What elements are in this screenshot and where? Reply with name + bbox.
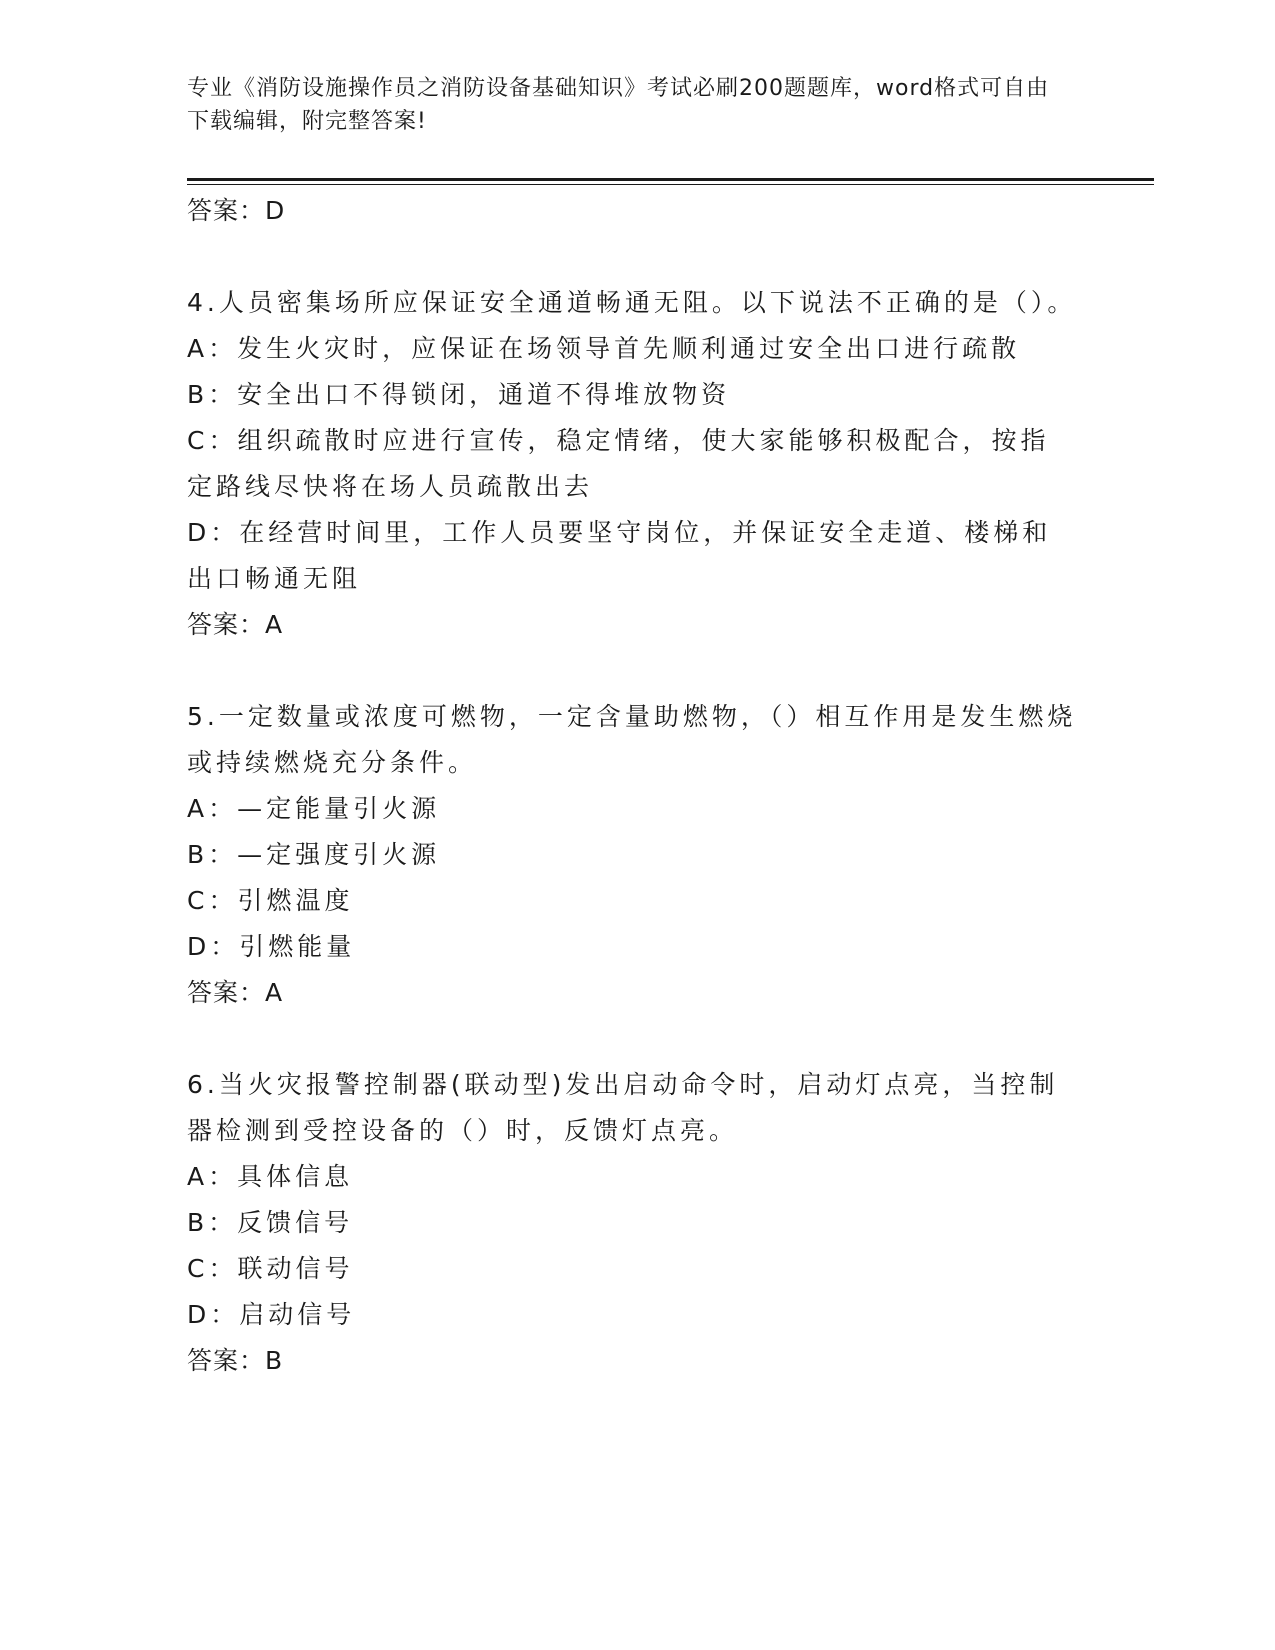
option-a: A：—定能量引火源 xyxy=(187,794,441,823)
option-d: D：引燃能量 xyxy=(187,932,356,961)
question-4 xyxy=(187,280,1077,648)
document-header: 专业《消防设施操作员之消防设备基础知识》考试必刷200题题库，word格式可自由下载编辑，附完整答案! xyxy=(187,76,1050,134)
option-d: D：启动信号 xyxy=(187,1300,356,1329)
option-c: C：引燃温度 xyxy=(187,886,354,915)
answer: 答案：A xyxy=(187,610,284,639)
option-b: B：安全出口不得锁闭，通道不得堆放物资 xyxy=(187,380,731,409)
previous-answer: 答案：D xyxy=(187,196,286,225)
question-list xyxy=(187,188,1077,1384)
answer: 答案：B xyxy=(187,1346,284,1375)
option-c: C：联动信号 xyxy=(187,1254,354,1283)
question-text: 6.当火灾报警控制器(联动型)发出启动命令时，启动灯点亮，当控制器检测到受控设备的（）时，反馈灯点亮。 xyxy=(187,1070,1059,1145)
header-rule-thin xyxy=(187,184,1154,185)
question-text: 4.人员密集场所应保证安全通道畅通无阻。以下说法不正确的是（）。 xyxy=(187,288,1077,317)
option-b: B：—定强度引火源 xyxy=(187,840,441,869)
question-5 xyxy=(187,694,1077,1016)
option-a: A：具体信息 xyxy=(187,1162,354,1191)
question-6 xyxy=(187,1062,1077,1384)
option-a: A：发生火灾时，应保证在场领导首先顺利通过安全出口进行疏散 xyxy=(187,334,1021,363)
answer: 答案：A xyxy=(187,978,284,1007)
option-b: B：反馈信号 xyxy=(187,1208,354,1237)
option-d: D：在经营时间里，工作人员要坚守岗位，并保证安全走道、楼梯和出口畅通无阻 xyxy=(187,518,1052,593)
question-text: 5.一定数量或浓度可燃物，一定含量助燃物，（）相互作用是发生燃烧或持续燃烧充分条件。 xyxy=(187,702,1077,777)
option-c: C：组织疏散时应进行宣传，稳定情绪，使大家能够积极配合，按指定路线尽快将在场人员疏散出去 xyxy=(187,426,1050,501)
header-rule-thick xyxy=(187,178,1154,181)
